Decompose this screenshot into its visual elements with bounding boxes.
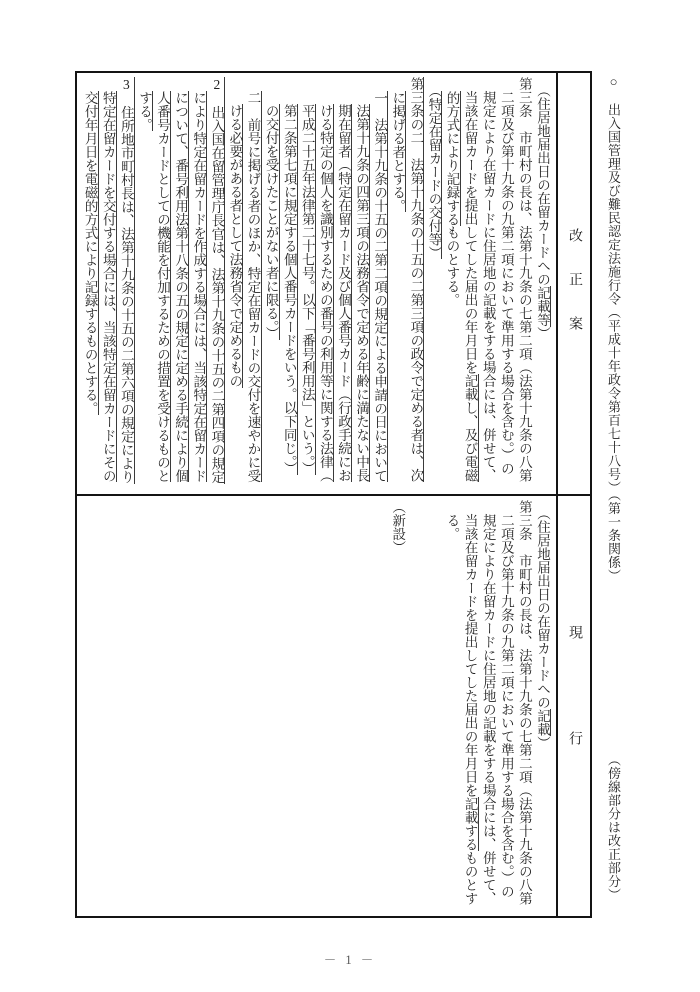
text-column: [406, 77, 424, 490]
text-run: [426, 500, 441, 514]
text-column: [280, 77, 298, 490]
text-column: [81, 77, 99, 490]
text-run: [445, 77, 460, 91]
text-run: 第三条 市町村の長は、法第十九条の七第二項（法第十九条の八第: [516, 500, 532, 905]
text-run: 規定により在留カードに住居地の記載をする場合には、併せて、: [480, 500, 496, 905]
text-column: [207, 77, 225, 490]
text-column: [424, 77, 442, 490]
amended-marked-text: 特定在留カードを交付する場合には、当該特定在留カードにその: [100, 90, 116, 482]
text-run: ）: [535, 326, 550, 341]
text-run: [264, 77, 279, 104]
text-column: [479, 500, 497, 916]
text-column: [497, 500, 515, 916]
amended-marked-text: について、番号利用法第十八条の五の規定に定める手続により個: [173, 90, 189, 482]
text-column: [515, 77, 533, 490]
text-run: ）: [535, 736, 550, 750]
amended-marked-text: の交付を受けたことがない者に限る。）: [263, 104, 279, 341]
amended-marked-text: 交付年月日を電磁的方式により記録するものとする。: [82, 90, 98, 415]
text-column: [533, 77, 551, 490]
header-current: 現行: [567, 625, 582, 837]
amended-marked-text: 第二条第七項に規定する個人番号カードをいう。以下同じ。）: [281, 104, 297, 476]
text-column: [262, 77, 280, 490]
amended-marked-text: 法第十九条の四第三項の法務省令で定める年齢に満たない中長: [354, 104, 370, 482]
text-run: 二項及び第十九条の九第二項において準用する場合を含む。）の: [498, 500, 514, 899]
amended-marked-text: により特定在留カードを作成する場合には、当該特定在留カード: [191, 90, 207, 482]
text-column: [461, 77, 479, 490]
amended-marked-text: 3 住所地市町村長は、法第十九条の十五の二第六項の規定により: [118, 77, 134, 484]
text-run: [137, 77, 152, 91]
text-run: 規定により在留カードに住居地の記載をする場合には、併せて、: [480, 77, 496, 482]
text-run: [408, 500, 423, 514]
text-run: （住居地届出日の在留カードへの: [535, 77, 550, 287]
text-column: [442, 500, 460, 916]
amended-text-cell: [79, 73, 554, 490]
amended-marked-text: （特定在留カードの交付等）: [426, 90, 442, 260]
amended-marked-text: 期在留者（特定在留カード及び個人番号カード（行政手続にお: [335, 104, 351, 482]
text-column: [316, 77, 334, 490]
text-column: [388, 77, 406, 490]
amended-marked-text: ける必要がある者として法務省令で定めるもの: [227, 104, 243, 388]
text-run: （新設）: [390, 500, 406, 554]
text-run: る。: [444, 500, 460, 541]
text-run: [300, 77, 315, 104]
text-column: [189, 77, 207, 490]
text-column: [298, 77, 316, 490]
text-column: [153, 77, 171, 490]
amended-marked-text: 的方式により記録する: [444, 90, 460, 226]
amended-marked-text: 記載し、及び電磁: [462, 374, 478, 482]
text-column: [135, 77, 153, 490]
text-run: [246, 77, 261, 91]
amended-marked-text: 記載: [535, 709, 550, 737]
text-run: [354, 77, 369, 104]
text-column: [352, 77, 370, 490]
amended-marked-text: 記載する: [462, 797, 478, 851]
text-column: [515, 500, 533, 916]
amended-marked-text: する。: [136, 90, 152, 131]
table-header-strip: [556, 73, 590, 916]
text-run: 第三条 市町村の長は、法第十九条の七第二項（法第十九条の八第: [516, 77, 532, 482]
text-column: [99, 77, 117, 490]
text-run: [372, 77, 387, 91]
amended-marked-text: 一 法第十九条の十五の二第二項の規定による申請の日において: [372, 90, 388, 482]
text-run: ものとす: [462, 851, 478, 905]
text-column: [533, 500, 551, 916]
text-column: [225, 77, 243, 490]
text-run: [155, 77, 170, 91]
header-amended: 改正案: [567, 228, 582, 360]
comparison-table: [75, 71, 592, 918]
amended-marked-text: 二 前号に掲げる者のほか、特定在留カードの交付を速やかに受: [245, 90, 261, 482]
text-run: [426, 77, 441, 91]
text-column: [388, 500, 406, 916]
amended-marked-text: ける特定の個人を識別するための番号の利用等に関する法律（: [317, 104, 333, 482]
page-number: － 1 －: [323, 953, 377, 967]
text-run: （住居地届出日の在留カードへの: [535, 500, 550, 710]
amended-marked-text: に掲げる者とする。: [390, 90, 406, 212]
text-column: [406, 500, 424, 916]
amended-marked-text: 記載等: [535, 286, 550, 327]
text-column: [171, 77, 189, 490]
text-run: 当該在留カードを提出してした届出の年月日を: [462, 77, 478, 374]
text-run: [318, 77, 333, 104]
amended-marked-text: 平成二十五年法律第二十七号。以下「番号利用法」という。）: [299, 104, 315, 476]
text-run: [173, 77, 188, 91]
text-column: [424, 500, 442, 916]
text-column: [370, 77, 388, 490]
text-run: [101, 77, 116, 91]
amended-marked-text: 人番号カードとしての機能を付加するための措置を受けるものと: [155, 90, 171, 482]
text-run: [191, 77, 206, 91]
text-run: 当該在留カードを提出してした届出の年月日を: [462, 500, 478, 797]
text-column: [117, 77, 135, 490]
amended-marked-text: 第三条の二 法第十九条の十五の二第三項の政令で定める者は、次: [408, 77, 424, 482]
text-run: ものとする。: [444, 225, 460, 307]
text-run: 二項及び第十九条の九第二項において準用する場合を含む。）の: [498, 77, 514, 476]
text-run: [282, 77, 297, 104]
text-run: [336, 77, 351, 104]
legend-note: （傍線部分は改正部分）: [606, 753, 621, 902]
document-title: ○ 出入国管理及び難民認定法施行令（平成十年政令第百七十八号）（第一条関係）: [606, 74, 621, 583]
text-column: [442, 77, 460, 490]
text-run: [227, 77, 242, 104]
text-column: [479, 77, 497, 490]
text-run: [390, 77, 405, 91]
text-column: [243, 77, 261, 490]
text-column: [461, 500, 479, 916]
amended-marked-text: 2 出入国在留管理庁長官は、法第十九条の十五の二第四項の規定: [209, 77, 225, 484]
text-run: [83, 77, 98, 91]
text-column: [497, 77, 515, 490]
text-column: [334, 77, 352, 490]
current-text-cell: [79, 496, 554, 916]
